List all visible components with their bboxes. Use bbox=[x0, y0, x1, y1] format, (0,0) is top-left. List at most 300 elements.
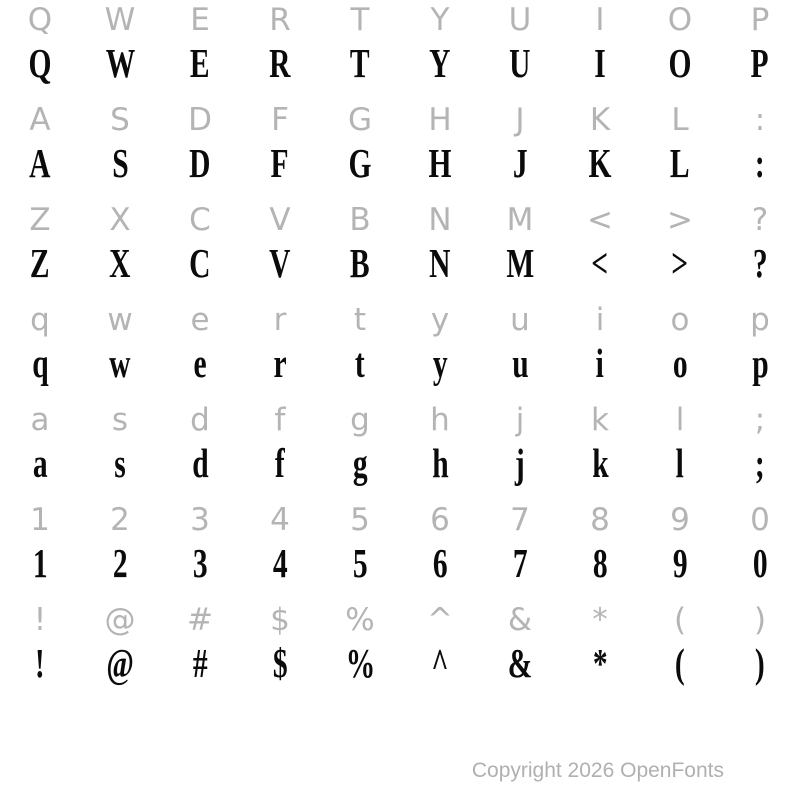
glyph-block-digits-row bbox=[0, 500, 800, 600]
glyph-cell bbox=[560, 640, 640, 686]
glyph-cell bbox=[480, 300, 560, 340]
glyph-cell bbox=[400, 400, 480, 440]
glyph-cell bbox=[160, 40, 240, 86]
glyph-cell bbox=[400, 100, 480, 140]
glyph-cell bbox=[0, 340, 80, 386]
glyph-cell bbox=[0, 0, 80, 40]
glyph-black: E bbox=[190, 39, 210, 86]
glyph-gray: 1 bbox=[30, 501, 50, 538]
glyph-cell bbox=[560, 500, 640, 540]
glyph-cell bbox=[640, 140, 720, 186]
glyph-gray: e bbox=[190, 301, 210, 338]
glyph-cell bbox=[320, 240, 400, 286]
glyph-black: O bbox=[668, 39, 692, 86]
glyph-row-uppercase-bottom-row-black bbox=[0, 240, 800, 286]
glyph-black: 4 bbox=[272, 539, 288, 586]
glyph-cell bbox=[160, 640, 240, 686]
glyph-cell bbox=[480, 540, 560, 586]
glyph-cell bbox=[0, 600, 80, 640]
glyph-cell bbox=[240, 600, 320, 640]
glyph-gray: 3 bbox=[190, 501, 210, 538]
glyph-black: 1 bbox=[32, 539, 48, 586]
glyph-row-symbols-row-gray bbox=[0, 600, 800, 640]
glyph-cell bbox=[720, 440, 800, 486]
glyph-gray: ? bbox=[751, 201, 769, 238]
glyph-black: ? bbox=[752, 239, 768, 286]
glyph-gray: # bbox=[187, 601, 213, 638]
glyph-cell bbox=[480, 200, 560, 240]
glyph-cell bbox=[560, 540, 640, 586]
glyph-black: B bbox=[350, 239, 370, 286]
glyph-black: j bbox=[515, 439, 525, 486]
glyph-black: e bbox=[193, 339, 207, 386]
glyph-row-lowercase-home-row-black bbox=[0, 440, 800, 486]
glyph-black: H bbox=[428, 139, 452, 186]
glyph-cell bbox=[320, 600, 400, 640]
glyph-gray: W bbox=[104, 1, 136, 38]
glyph-cell bbox=[320, 340, 400, 386]
glyph-cell bbox=[0, 400, 80, 440]
glyph-gray: C bbox=[189, 201, 211, 238]
glyph-cell bbox=[720, 0, 800, 40]
glyph-gray: @ bbox=[104, 601, 136, 638]
glyph-cell bbox=[320, 100, 400, 140]
glyph-cell bbox=[0, 140, 80, 186]
glyph-black: F bbox=[270, 139, 290, 186]
glyph-cell bbox=[640, 40, 720, 86]
glyph-black: > bbox=[671, 239, 689, 286]
glyph-black: 0 bbox=[752, 539, 768, 586]
glyph-cell bbox=[320, 140, 400, 186]
glyph-block-lowercase-top-row bbox=[0, 300, 800, 400]
glyph-black: V bbox=[269, 239, 291, 286]
glyph-black: l bbox=[675, 439, 685, 486]
glyph-cell bbox=[400, 340, 480, 386]
glyph-black: Q bbox=[28, 39, 52, 86]
glyph-cell bbox=[400, 440, 480, 486]
glyph-cell bbox=[480, 400, 560, 440]
glyph-cell bbox=[240, 500, 320, 540]
glyph-cell bbox=[160, 200, 240, 240]
glyph-cell bbox=[480, 0, 560, 40]
glyph-gray: d bbox=[190, 401, 210, 438]
glyph-gray: : bbox=[754, 101, 766, 138]
glyph-black: ^ bbox=[431, 639, 449, 686]
glyph-cell bbox=[320, 440, 400, 486]
glyph-cell bbox=[480, 240, 560, 286]
glyph-cell bbox=[80, 540, 160, 586]
glyph-cell bbox=[0, 240, 80, 286]
glyph-gray: E bbox=[190, 1, 210, 38]
glyph-gray: X bbox=[109, 201, 131, 238]
glyph-gray: M bbox=[506, 201, 534, 238]
glyph-cell bbox=[480, 500, 560, 540]
glyph-gray: 5 bbox=[350, 501, 370, 538]
glyph-black: q bbox=[31, 339, 49, 386]
glyph-black: P bbox=[750, 39, 770, 86]
glyph-black: u bbox=[511, 339, 529, 386]
glyph-black: Z bbox=[30, 239, 50, 286]
glyph-gray: ; bbox=[754, 401, 766, 438]
glyph-gray: 9 bbox=[670, 501, 690, 538]
glyph-gray: Z bbox=[29, 201, 51, 238]
glyph-cell bbox=[80, 200, 160, 240]
glyph-cell bbox=[560, 600, 640, 640]
glyph-gray: K bbox=[589, 101, 611, 138]
glyph-gray: f bbox=[274, 401, 286, 438]
glyph-black: $ bbox=[272, 639, 288, 686]
glyph-block-symbols-row bbox=[0, 600, 800, 700]
glyph-cell bbox=[240, 0, 320, 40]
glyph-black: 7 bbox=[512, 539, 528, 586]
glyph-gray: h bbox=[430, 401, 450, 438]
glyph-cell bbox=[560, 0, 640, 40]
glyph-cell bbox=[560, 240, 640, 286]
glyph-black: % bbox=[345, 639, 375, 686]
glyph-row-uppercase-top-row-gray bbox=[0, 0, 800, 40]
glyph-black: # bbox=[192, 639, 208, 686]
glyph-gray: 2 bbox=[110, 501, 130, 538]
glyph-gray: 6 bbox=[430, 501, 450, 538]
glyph-cell bbox=[160, 440, 240, 486]
glyph-gray: F bbox=[271, 101, 289, 138]
glyph-gray: A bbox=[29, 101, 51, 138]
glyph-black: T bbox=[350, 39, 370, 86]
glyph-gray: I bbox=[595, 1, 605, 38]
glyph-cell bbox=[320, 540, 400, 586]
glyph-cell bbox=[640, 440, 720, 486]
glyph-cell bbox=[560, 440, 640, 486]
glyph-gray: i bbox=[595, 301, 605, 338]
glyph-cell bbox=[640, 400, 720, 440]
glyph-cell bbox=[720, 200, 800, 240]
glyph-cell bbox=[320, 0, 400, 40]
glyph-cell bbox=[480, 40, 560, 86]
glyph-cell bbox=[480, 440, 560, 486]
glyph-cell bbox=[80, 300, 160, 340]
glyph-black: p bbox=[751, 339, 769, 386]
glyph-cell bbox=[240, 140, 320, 186]
glyph-gray: P bbox=[750, 1, 770, 38]
glyph-block-uppercase-bottom-row bbox=[0, 200, 800, 300]
glyph-gray: * bbox=[592, 601, 608, 638]
glyph-cell bbox=[160, 340, 240, 386]
glyph-gray: p bbox=[750, 301, 770, 338]
glyph-black: g bbox=[352, 439, 368, 486]
glyph-cell bbox=[640, 0, 720, 40]
glyph-gray: T bbox=[350, 1, 370, 38]
glyph-cell bbox=[240, 40, 320, 86]
glyph-gray: H bbox=[428, 101, 452, 138]
glyph-gray: G bbox=[347, 101, 373, 138]
glyph-row-uppercase-home-row-gray bbox=[0, 100, 800, 140]
glyph-gray: q bbox=[30, 301, 50, 338]
glyph-cell bbox=[720, 400, 800, 440]
glyph-cell bbox=[80, 400, 160, 440]
glyph-row-uppercase-top-row-black bbox=[0, 40, 800, 86]
glyph-black: w bbox=[109, 339, 131, 386]
glyph-cell bbox=[0, 40, 80, 86]
glyph-cell bbox=[80, 240, 160, 286]
glyph-gray: U bbox=[508, 1, 532, 38]
glyph-gray: t bbox=[353, 301, 367, 338]
glyph-cell bbox=[400, 300, 480, 340]
glyph-black: f bbox=[275, 439, 285, 486]
glyph-cell bbox=[640, 500, 720, 540]
glyph-cell bbox=[80, 100, 160, 140]
glyph-cell bbox=[400, 200, 480, 240]
glyph-gray: 0 bbox=[750, 501, 770, 538]
glyph-gray: < bbox=[587, 201, 613, 238]
glyph-black: S bbox=[111, 139, 129, 186]
glyph-cell bbox=[560, 140, 640, 186]
glyph-cell bbox=[640, 640, 720, 686]
glyph-black: 8 bbox=[592, 539, 608, 586]
glyph-cell bbox=[720, 100, 800, 140]
glyph-black: W bbox=[105, 39, 135, 86]
glyph-cell bbox=[480, 140, 560, 186]
glyph-gray: R bbox=[269, 1, 291, 38]
glyph-cell bbox=[80, 340, 160, 386]
glyph-cell bbox=[80, 0, 160, 40]
glyph-cell bbox=[160, 240, 240, 286]
glyph-gray: ^ bbox=[427, 601, 453, 638]
glyph-cell bbox=[240, 100, 320, 140]
glyph-cell bbox=[640, 100, 720, 140]
glyph-gray: & bbox=[507, 601, 533, 638]
glyph-cell bbox=[720, 40, 800, 86]
glyph-cell bbox=[560, 200, 640, 240]
glyph-cell bbox=[480, 640, 560, 686]
glyph-row-lowercase-home-row-gray bbox=[0, 400, 800, 440]
glyph-gray: g bbox=[350, 401, 370, 438]
glyph-cell bbox=[0, 440, 80, 486]
glyph-gray: s bbox=[111, 401, 129, 438]
glyph-cell bbox=[240, 340, 320, 386]
glyph-gray: 7 bbox=[510, 501, 530, 538]
glyph-black: y bbox=[432, 339, 448, 386]
glyph-row-symbols-row-black bbox=[0, 640, 800, 686]
glyph-black: N bbox=[429, 239, 451, 286]
glyph-black: R bbox=[269, 39, 291, 86]
glyph-cell bbox=[480, 600, 560, 640]
glyph-cell bbox=[400, 40, 480, 86]
glyph-gray: o bbox=[670, 301, 690, 338]
glyph-cell bbox=[720, 600, 800, 640]
glyph-row-digits-row-gray bbox=[0, 500, 800, 540]
glyph-cell bbox=[0, 200, 80, 240]
glyph-black: & bbox=[507, 639, 533, 686]
glyph-cell bbox=[320, 200, 400, 240]
glyph-black: : bbox=[755, 139, 765, 186]
glyph-cell bbox=[720, 140, 800, 186]
glyph-cell bbox=[400, 500, 480, 540]
glyph-gray: $ bbox=[270, 601, 290, 638]
glyph-black: Y bbox=[429, 39, 451, 86]
glyph-cell bbox=[640, 540, 720, 586]
glyph-cell bbox=[80, 440, 160, 486]
glyph-cell bbox=[160, 100, 240, 140]
glyph-gray: y bbox=[430, 301, 450, 338]
glyph-cell bbox=[80, 500, 160, 540]
glyph-cell bbox=[80, 40, 160, 86]
glyph-cell bbox=[240, 540, 320, 586]
glyph-gray: r bbox=[273, 301, 287, 338]
glyph-row-uppercase-home-row-black bbox=[0, 140, 800, 186]
glyph-cell bbox=[560, 40, 640, 86]
glyph-cell bbox=[240, 240, 320, 286]
glyph-cell bbox=[320, 640, 400, 686]
glyph-black: h bbox=[431, 439, 449, 486]
glyph-cell bbox=[240, 200, 320, 240]
glyph-cell bbox=[160, 300, 240, 340]
glyph-cell bbox=[400, 540, 480, 586]
glyph-cell bbox=[480, 340, 560, 386]
glyph-cell bbox=[80, 640, 160, 686]
glyph-black: U bbox=[509, 39, 531, 86]
glyph-black: J bbox=[512, 139, 528, 186]
glyph-cell bbox=[240, 440, 320, 486]
glyph-black: i bbox=[595, 339, 605, 386]
glyph-cell bbox=[640, 300, 720, 340]
glyph-black: A bbox=[29, 139, 51, 186]
glyph-black: < bbox=[591, 239, 609, 286]
glyph-gray: O bbox=[667, 1, 693, 38]
glyph-black: ; bbox=[755, 439, 765, 486]
glyph-gray: j bbox=[515, 401, 525, 438]
glyph-cell bbox=[160, 540, 240, 586]
glyph-cell bbox=[240, 640, 320, 686]
glyph-cell bbox=[0, 100, 80, 140]
glyph-gray: L bbox=[671, 101, 689, 138]
glyph-black: X bbox=[109, 239, 131, 286]
glyph-gray: ( bbox=[673, 601, 687, 638]
glyph-cell bbox=[400, 240, 480, 286]
glyph-cell bbox=[320, 300, 400, 340]
glyph-black: o bbox=[672, 339, 688, 386]
glyph-black: 6 bbox=[432, 539, 448, 586]
glyph-cell bbox=[720, 500, 800, 540]
glyph-cell bbox=[320, 40, 400, 86]
glyph-gray: % bbox=[345, 601, 375, 638]
glyph-black: D bbox=[189, 139, 211, 186]
glyph-black: ! bbox=[35, 639, 45, 686]
glyph-cell bbox=[640, 600, 720, 640]
glyph-row-uppercase-bottom-row-gray bbox=[0, 200, 800, 240]
glyph-black: t bbox=[355, 339, 365, 386]
glyph-cell bbox=[560, 300, 640, 340]
glyph-black: 5 bbox=[352, 539, 368, 586]
glyph-gray: ! bbox=[33, 601, 47, 638]
glyph-black: G bbox=[348, 139, 372, 186]
glyph-cell bbox=[80, 140, 160, 186]
glyph-cell bbox=[160, 140, 240, 186]
glyph-cell bbox=[720, 300, 800, 340]
glyph-gray: a bbox=[30, 401, 50, 438]
glyph-black: r bbox=[273, 339, 287, 386]
glyph-gray: Y bbox=[430, 1, 450, 38]
glyph-cell bbox=[240, 400, 320, 440]
glyph-row-lowercase-top-row-black bbox=[0, 340, 800, 386]
glyph-gray: ) bbox=[753, 601, 767, 638]
glyph-cell bbox=[320, 400, 400, 440]
glyph-cell bbox=[560, 100, 640, 140]
glyph-cell bbox=[80, 600, 160, 640]
glyph-black: s bbox=[114, 439, 126, 486]
glyph-black: ( bbox=[675, 639, 685, 686]
glyph-cell bbox=[400, 640, 480, 686]
glyph-row-digits-row-black bbox=[0, 540, 800, 586]
glyph-cell bbox=[160, 600, 240, 640]
glyph-cell bbox=[160, 500, 240, 540]
glyph-block-uppercase-top-row bbox=[0, 0, 800, 100]
glyph-black: k bbox=[591, 439, 609, 486]
glyph-black: C bbox=[189, 239, 211, 286]
glyph-gray: Q bbox=[27, 1, 53, 38]
glyph-cell bbox=[0, 300, 80, 340]
glyph-cell bbox=[640, 340, 720, 386]
glyph-gray: u bbox=[510, 301, 530, 338]
glyph-cell bbox=[640, 240, 720, 286]
glyph-gray: V bbox=[269, 201, 291, 238]
glyph-cell bbox=[720, 540, 800, 586]
glyph-cell bbox=[0, 540, 80, 586]
glyph-black: K bbox=[588, 139, 612, 186]
glyph-gray: D bbox=[188, 101, 212, 138]
glyph-gray: B bbox=[349, 201, 371, 238]
glyph-cell bbox=[160, 400, 240, 440]
glyph-gray: 8 bbox=[590, 501, 610, 538]
glyph-gray: 4 bbox=[270, 501, 290, 538]
glyph-black: 9 bbox=[672, 539, 688, 586]
glyph-black: ) bbox=[755, 639, 765, 686]
glyph-black: M bbox=[506, 239, 534, 286]
glyph-cell bbox=[400, 0, 480, 40]
glyph-black: 2 bbox=[112, 539, 128, 586]
glyph-cell bbox=[400, 600, 480, 640]
glyph-black: L bbox=[670, 139, 690, 186]
glyph-black: a bbox=[32, 439, 48, 486]
glyph-cell bbox=[240, 300, 320, 340]
glyph-gray: > bbox=[667, 201, 693, 238]
glyph-black: I bbox=[594, 39, 606, 86]
glyph-cell bbox=[400, 140, 480, 186]
copyright-text: Copyright 2026 OpenFonts bbox=[471, 759, 724, 782]
glyph-row-lowercase-top-row-gray bbox=[0, 300, 800, 340]
glyph-cell bbox=[560, 340, 640, 386]
glyph-cell bbox=[480, 100, 560, 140]
glyph-black: d bbox=[191, 439, 209, 486]
glyph-black: @ bbox=[106, 639, 134, 686]
glyph-black: * bbox=[592, 639, 608, 686]
glyph-block-lowercase-home-row bbox=[0, 400, 800, 500]
glyph-cell bbox=[720, 640, 800, 686]
glyph-cell bbox=[560, 400, 640, 440]
glyph-cell bbox=[640, 200, 720, 240]
glyph-gray: N bbox=[428, 201, 452, 238]
glyph-gray: l bbox=[675, 401, 685, 438]
glyph-block-uppercase-home-row bbox=[0, 100, 800, 200]
glyph-cell bbox=[0, 640, 80, 686]
glyph-black: 3 bbox=[192, 539, 208, 586]
glyph-gray: J bbox=[515, 101, 525, 138]
glyph-cell bbox=[320, 500, 400, 540]
glyph-cell bbox=[720, 340, 800, 386]
glyph-cell bbox=[720, 240, 800, 286]
glyph-gray: S bbox=[110, 101, 130, 138]
glyph-gray: k bbox=[591, 401, 609, 438]
glyph-cell bbox=[0, 500, 80, 540]
